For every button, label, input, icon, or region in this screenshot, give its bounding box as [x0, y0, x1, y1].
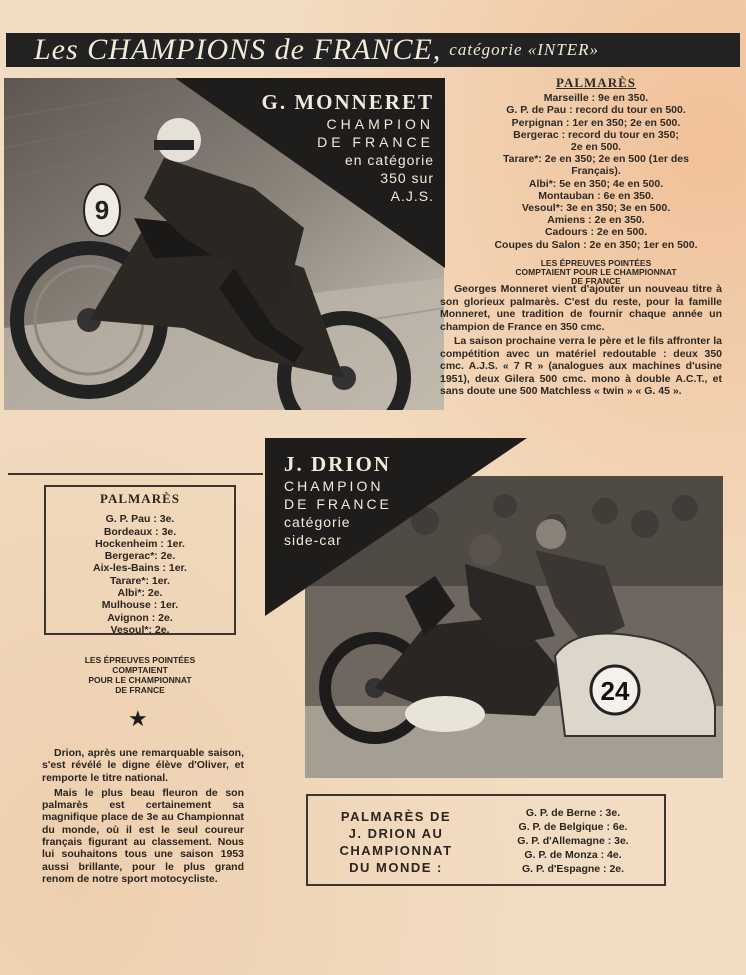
star-icon: ★: [128, 706, 148, 731]
palmares-item: Albi*: 5e en 350; 4e en 500.: [528, 177, 664, 190]
palmares-item: Cadours : 2e en 500.: [544, 226, 648, 239]
world-result-item: G. P. d'Allemagne : 3e.: [517, 835, 629, 847]
world-result-item: G. P. de Berne : 3e.: [525, 807, 621, 819]
drion-photo-number: 24: [600, 676, 630, 706]
palmares-item: Tarare*: 2e en 350; 2e en 500 (1er des: [502, 153, 689, 166]
world-championship-box: [306, 794, 666, 886]
monneret-class-line: 350 sur: [380, 170, 434, 186]
palmares-item: Aix-les-Bains : 1er.: [93, 562, 187, 575]
world-title-line: CHAMPIONNAT: [339, 843, 453, 858]
drion-heading: [284, 452, 484, 549]
monneret-france-line: DE FRANCE: [317, 134, 434, 150]
note-line: DE FRANCE: [115, 685, 165, 695]
note-line: LES ÉPREUVES POINTÉES: [84, 655, 196, 665]
palmares-item: Marseille : 9e en 350.: [543, 92, 649, 105]
drion-article: [42, 747, 244, 888]
world-result-item: G. P. d'Espagne : 2e.: [521, 863, 625, 875]
palmares-item: Bordeaux : 3e.: [103, 525, 177, 538]
note-line: LES ÉPREUVES POINTÉES: [540, 257, 652, 268]
drion-palmares-box: [44, 485, 236, 635]
drion-palmares-title: PALMARÈS: [100, 491, 180, 506]
article-paragraph: Mais le plus beau fleuron de son palmarès est certainement sa magnifique place de 3e au Championnat du monde, où il est le seul coureur français figurant au classement. Nous lui souhaitons tous une saison 1953 aussi brillante, pour le plus grand renom de notre sport motocycliste.: [42, 786, 244, 885]
palmares-item: Avignon : 2e.: [107, 611, 173, 624]
palmares-item: 2e en 500.: [570, 141, 622, 154]
world-title-line: DU MONDE :: [349, 860, 443, 875]
monneret-champion-line: CHAMPION: [326, 116, 434, 132]
drion-category-line: catégorie: [284, 514, 351, 530]
note-line: COMPTAIENT POUR LE CHAMPIONNAT: [515, 266, 677, 277]
drion-champion-line: CHAMPION: [284, 478, 384, 494]
palmares-item: Bergerac : record du tour en 350;: [513, 128, 679, 141]
note-line: COMPTAIENT: [112, 665, 168, 675]
note-line: POUR LE CHAMPIONNAT: [88, 675, 192, 685]
page-subtitle: catégorie «INTER»: [449, 40, 599, 59]
article-paragraph: La saison prochaine verra le père et le fils affronter la compétition avec un matériel redoutable : deux 350 cmc. A.J.S. « 7 R » (analogues aux machines d'usine 1951), deux Gilera 500 cmc. mono à double A.C.T., et sans doute une 500 Matchless « twin » « G. 45 ».: [440, 335, 722, 397]
drion-name: J. DRION: [284, 452, 392, 476]
palmares-item: Vesoul*: 3e en 350; 3e en 500.: [521, 202, 671, 215]
palmares-item: Français).: [571, 165, 621, 178]
palmares-item: Hockenheim : 1er.: [95, 537, 185, 550]
world-result-item: G. P. de Monza : 4e.: [524, 849, 622, 861]
monneret-palmares: [452, 77, 740, 286]
palmares-item: Mulhouse : 1er.: [101, 599, 179, 612]
palmares-item: Bergerac*: 2e.: [104, 550, 176, 563]
world-result-item: G. P. de Belgique : 6e.: [518, 821, 628, 833]
monneret-heading: [244, 90, 434, 205]
monneret-name: G. MONNERET: [261, 90, 434, 114]
monneret-make-line: A.J.S.: [390, 188, 434, 204]
monneret-palmares-note: [452, 259, 740, 286]
palmares-item: Coupes du Salon : 2e en 350; 1er en 500.: [494, 238, 698, 251]
palmares-item: G. P. Pau : 3e.: [105, 513, 175, 526]
monneret-article: [440, 283, 722, 400]
world-title-line: PALMARÈS DE: [340, 809, 452, 824]
world-championship-results: [493, 806, 653, 876]
palmares-item: Albi*: 2e.: [117, 587, 163, 600]
title-bar: [6, 33, 740, 67]
article-paragraph: Drion, après une remarquable saison, s'est révélé le digne élève d'Oliver, et remporte le titre national.: [42, 747, 244, 784]
drion-palmares-note: [60, 655, 220, 695]
world-championship-title: [326, 808, 466, 876]
palmares-item: Montauban : 6e en 350.: [538, 189, 654, 202]
page-title: Les CHAMPIONS de FRANCE,: [34, 33, 442, 66]
drion-france-line: DE FRANCE: [284, 496, 392, 512]
monneret-category-line: en catégorie: [344, 152, 434, 168]
monneret-palmares-title: PALMARÈS: [556, 75, 636, 90]
palmares-item: Perpignan : 1er en 350; 2e en 500.: [511, 116, 681, 129]
palmares-item: G. P. de Pau : record du tour en 500.: [506, 104, 686, 117]
section-divider: [8, 473, 263, 475]
article-paragraph: Georges Monneret vient d'ajouter un nouveau titre à son glorieux palmarès. C'est du reste, pour la famille Monneret, une tradition de fournir chaque année un champion de France en 350 cmc.: [440, 283, 722, 333]
palmares-item: Tarare*: 1er.: [110, 574, 170, 587]
palmares-item: Vesoul*: 2e.: [110, 623, 170, 636]
note-line: DE FRANCE: [571, 275, 621, 286]
world-title-line: J. DRION AU: [348, 826, 444, 841]
drion-class-line: side-car: [284, 532, 342, 548]
palmares-item: Amiens : 2e en 350.: [547, 214, 645, 227]
monneret-photo-number: 9: [94, 195, 110, 225]
